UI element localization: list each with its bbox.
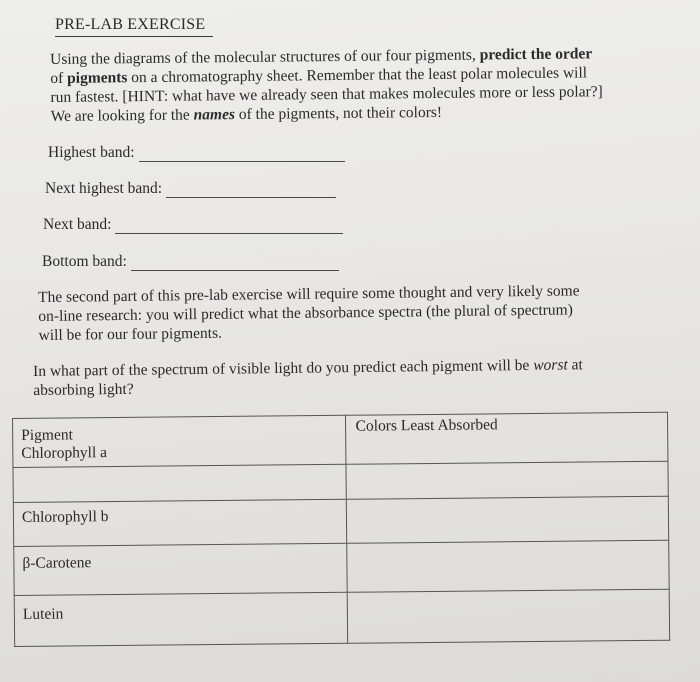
research-line-1: The second part of this pre-lab exercise will require some thought and very likely some: [38, 282, 580, 306]
page-heading: PRE-LAB EXERCISE: [55, 16, 206, 33]
answer-cell[interactable]: [346, 540, 669, 592]
highest-band-label: Highest band:: [48, 144, 135, 161]
answer-cell[interactable]: [347, 589, 670, 643]
colors-column-header: Colors Least Absorbed: [345, 412, 668, 464]
answer-cell[interactable]: [345, 461, 668, 499]
intro-text-5: We are looking for the: [50, 106, 194, 125]
pigment-table: [12, 412, 670, 647]
pigment-name-cell: Lutein: [14, 592, 347, 646]
intro-bold-2: pigments: [67, 69, 128, 87]
question-paragraph: [33, 354, 663, 400]
bottom-band-row: [42, 253, 339, 271]
instructions-paragraph: [50, 44, 661, 126]
intro-text-3: on a chromatography sheet. Remember that the least polar molecules will: [127, 64, 588, 87]
answer-cell[interactable]: [346, 496, 669, 543]
intro-italic: names: [193, 106, 236, 124]
next-highest-band-label: Next highest band:: [45, 180, 163, 197]
bottom-band-label: Bottom band:: [42, 253, 127, 270]
pigment-name-cell: Chlorophyll b: [13, 499, 346, 546]
research-paragraph: [38, 280, 659, 345]
next-highest-band-row: [45, 180, 336, 198]
question-italic: worst: [533, 356, 568, 374]
highest-band-answer[interactable]: [139, 147, 345, 162]
pigment-table-wrapper: [12, 412, 670, 647]
intro-text-4: run fastest. [HINT: what have we already seen that makes molecules more or less polar?]: [50, 83, 603, 106]
table-row: [13, 412, 668, 467]
research-line-2: on-line research: you will predict what the absorbance spectra (the plural of spectrum): [38, 301, 573, 325]
heading-underline: [55, 36, 213, 37]
highest-band-row: [48, 144, 345, 162]
pigment-column-header: [13, 415, 346, 467]
intro-text-2: of: [50, 69, 68, 87]
next-highest-band-answer[interactable]: [166, 183, 336, 198]
question-text-b: absorbing light?: [33, 380, 134, 399]
pigment-name-cell: Chlorophyll a: [21, 444, 108, 462]
next-band-label: Next band:: [43, 216, 112, 233]
table-row: [14, 589, 669, 646]
table-row: [13, 496, 668, 546]
question-text-a-end: at: [567, 356, 583, 374]
pigment-cell-empty: [13, 464, 346, 502]
question-text-a: In what part of the spectrum of visible light do you predict each pigment will be: [33, 356, 534, 380]
intro-text-6: of the pigments, not their colors!: [234, 103, 443, 124]
research-line-3: will be for our four pigments.: [38, 324, 223, 344]
intro-text-1: Using the diagrams of the molecular structures of our four pigments,: [50, 46, 480, 68]
table-row: [14, 540, 669, 595]
bottom-band-answer[interactable]: [131, 256, 339, 271]
pigment-header-label: Pigment: [21, 426, 73, 444]
intro-bold-1: predict the order: [479, 45, 593, 64]
next-band-row: [43, 216, 343, 234]
next-band-answer[interactable]: [115, 219, 343, 234]
pigment-name-cell: β-Carotene: [14, 543, 347, 595]
